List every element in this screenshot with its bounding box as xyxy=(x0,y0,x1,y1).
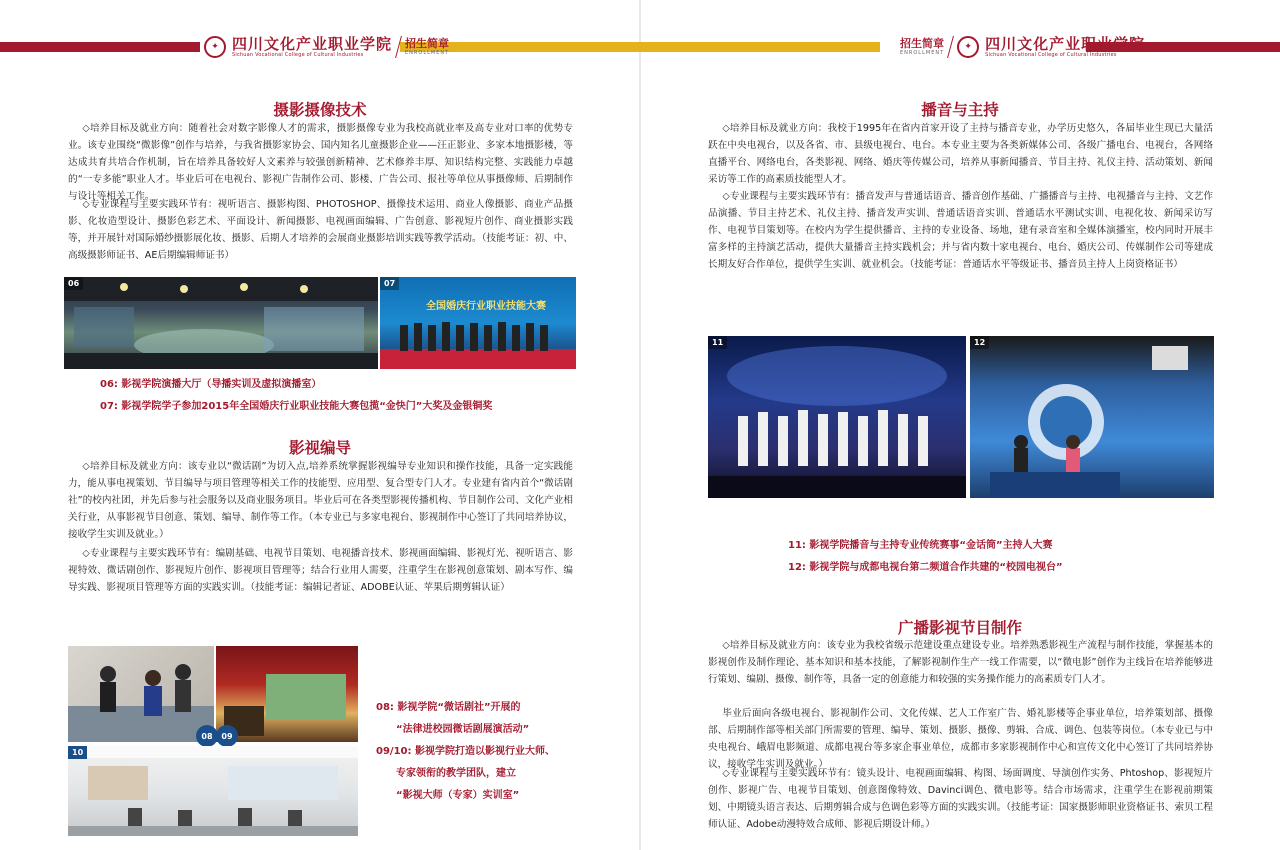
caption-08-line2: “法律进校园微话剧展演活动” xyxy=(396,724,530,735)
school-name-en: Sichuan Vocational College of Cultural Industries xyxy=(232,51,364,58)
award-banner-text: 全国婚庆行业职业技能大赛 xyxy=(426,301,546,312)
photo-number-08: 08 xyxy=(196,725,218,747)
tv-studio-illustration xyxy=(970,336,1214,498)
header-separator xyxy=(947,36,954,58)
section-title-production: 广播影视节目制作 xyxy=(897,619,1022,637)
right-page xyxy=(640,0,1280,850)
header-bar-gold xyxy=(640,42,880,52)
header-separator xyxy=(395,36,402,58)
production-careers-paragraph: 毕业后面向各级电视台、影视制作公司、文化传媒、艺人工作室广告、婚礼影楼等企事业单位，培养策划部、摄像部、后期制作部等相关部门所需要的管理、编导、策划、摄影、摄像、剪辑、合成、调色、包装等岗位。（本专业已与中央电视台、峨眉电影频道、成都电视台等多家企事业单位，成都市多家影视制作中心和宣传文化中心签订了共同培养协议，接收学生实训及就业。） xyxy=(708,708,1213,770)
award-crowd-illustration xyxy=(380,277,576,369)
photo-number: 12 xyxy=(970,336,989,349)
studio-illustration xyxy=(64,277,378,369)
photo-number: 11 xyxy=(708,336,727,349)
photo-microdrama-club xyxy=(68,646,214,742)
school-name: 四川文化产业职业学院 xyxy=(232,34,393,53)
brochure-label: 招生简章 xyxy=(900,37,944,50)
photo-campus-tv-station xyxy=(970,336,1214,498)
photo-number: 07 xyxy=(380,277,399,290)
caption-06: 06: 影视学院演播大厅（导播实训及虚拟演播室） xyxy=(100,379,322,390)
photography-goals-paragraph: ◇培养目标及就业方向：随着社会对数字影像人才的需求，摄影摄像专业为我校高就业率及高专业对口率的优势专业。该专业围绕“微影像”创作与培养，与我省摄影家协会、国内知名儿童摄影企业——汪正影业、多家本地摄影楼，等达成共育共培合作机制，旨在培养具备较好人文素养与较强创新精神、艺术修养丰厚、知识结构完整、实践能力卓越的“一专多能”职业人才。毕业后可在电视台、影视广告制作公司、影楼、广告公司、报社等单位从事摄像师、后期制作与设计等相关工作。 xyxy=(68,123,573,202)
header-logo xyxy=(900,36,1145,58)
photo-master-lab xyxy=(216,646,358,742)
caption-08-line1: 08: 影视学院“微话剧社”开展的 xyxy=(376,702,521,713)
school-name-en: Sichuan Vocational College of Cultural Industries xyxy=(985,51,1117,58)
directing-goals-paragraph: ◇培养目标及就业方向：该专业以“微话剧”为切入点,培养系统掌握影视编导专业知识和操作技能，具备一定实践能力，能从事电视策划、节目编导与项目管理等相关工作的技能型、应用型、复合型专门人才。专业建有省内首个“微话剧社”的校内社团，并先后参与社会服务以及商业服务项目。毕业后可在各类型影视传播机构、节目制作公司、文化产业相关行业，从事影视节目创意、策划、编导、制作等工作。（本专业已与多家电视台、影视制作中心签订了共同培养协议，接收学生实训及就业。） xyxy=(68,461,573,540)
header-bar-red xyxy=(0,42,200,52)
photo-studio-hall xyxy=(64,277,378,369)
lab-screen-illustration xyxy=(216,646,358,742)
photo-number: 06 xyxy=(64,277,83,290)
school-name-block xyxy=(232,34,393,58)
club-students-illustration xyxy=(68,646,214,742)
contest-stage-illustration xyxy=(708,336,966,498)
photo-award-ceremony xyxy=(380,277,576,369)
caption-0910-line2: 专家领衔的教学团队，建立 xyxy=(396,768,516,779)
production-goals-paragraph: ◇培养目标及就业方向：该专业为我校省级示范建设重点建设专业。培养熟悉影视生产流程与制作技能，掌握基本的影视创作及制作理论、基本知识和基本技能，了解影视制作生产一线工作需要，以“微电影”创作为主线旨在培养能够进行策划、编剧、摄像、制作等，具备一定的创意能力和较强的实务操作能力的高素质专门人才。 xyxy=(708,640,1213,685)
header-logo xyxy=(204,36,449,58)
caption-0910-line3: “影视大师（专家）实训室” xyxy=(396,790,520,801)
broadcasting-goals-paragraph: ◇培养目标及就业方向：我校于1995年在省内首家开设了主持与播音专业，办学历史悠久，各届毕业生现已大量活跃在中央电视台，以及各省、市、县级电视台、电台。本专业主要为各类新媒体公司、各级广播电台、电视台，各网络直播平台、网络电台，各类影视、网络、婚庆等传媒公司，培养从事新闻播音、节目主持、礼仪主持、活动策划、新闻采访等工作的高素质技能型人才。 xyxy=(708,123,1213,185)
school-name-block xyxy=(985,34,1146,58)
production-courses-paragraph: ◇专业课程与主要实践环节有：镜头设计、电视画面编辑、构图、场面调度、导演创作实务、Phtoshop、影视短片创作、影视广告、电视节目策划、创意图像特效、Davinci调色、微电影等。结合市场需求，注重学生在影视前期策划、中期镜头语言表达、后期剪辑合成与色调色彩等方面的实践实训。（技能考证：国家摄影师职业资格证书、索贝工程师认证、Adobe动漫特效合成师、影视后期设计师。） xyxy=(708,768,1213,830)
brochure-label: 招生简章 xyxy=(405,37,450,50)
school-name: 四川文化产业职业学院 xyxy=(985,34,1146,53)
broadcasting-courses-paragraph: ◇专业课程与主要实践环节有：播音发声与普通话语音、播音创作基础、广播播音与主持、电视播音与主持、文艺作品演播、节目主持艺术、礼仪主持、播音发声实训、普通话语音实训、普通话水平测试实训、电视化妆、新闻采访写作、电视节目策划等。在校内为学生提供播音、主持的专业设备、场地，建有录音室和全媒体演播室，校内同时开展丰富多样的主持演艺活动，提供大量播音主持实践机会；并与省内数十家电视台、电台、婚庆公司、传媒制作公司等建成长期友好合作单位，提供学生实训、就业机会。（技能考证：普通话水平等级证书、播音员主持人上岗资格证书） xyxy=(708,191,1213,270)
school-seal-icon: ✦ xyxy=(957,36,979,58)
training-room-illustration xyxy=(68,746,358,836)
section-title-broadcasting: 播音与主持 xyxy=(921,101,999,119)
photo-training-room xyxy=(68,746,358,836)
photography-courses-paragraph: ◇专业课程与主要实践环节有：视听语言、摄影构图、PHOTOSHOP、摄像技术运用、商业人像摄影、商业产品摄影、化妆造型设计、摄影色彩艺术、平面设计、新闻摄影、电视画面编辑、广告创意、影视短片创作、商业摄影实践等，并开展针对国际婚纱摄影展化妆、摄影、后期人才培养的会展商业摄影培训实践等教学活动。（技能考证：初、中、高级摄影师证书、AE后期编辑师证书） xyxy=(68,199,573,261)
brochure-label-en: ENROLLMENT xyxy=(405,50,450,56)
brochure-label-en: ENROLLMENT xyxy=(900,50,945,56)
directing-courses-paragraph: ◇专业课程与主要实践环节有：编剧基础、电视节目策划、电视播音技术、影视画面编辑、影视灯光、视听语言、影视特效、微话剧创作、影视短片创作、影视项目管理等；结合行业用人需要，注重学生在影视创意策划、剧本写作、编导实践、影视项目管理等方面的实践实训。（技能考证：编辑记者证、ADOBE认证、苹果后期剪辑认证） xyxy=(68,548,573,593)
photo-golden-mic-contest xyxy=(708,336,966,498)
photo-number-09: 09 xyxy=(216,725,238,747)
caption-0910-line1: 09/10: 影视学院打造以影视行业大师、 xyxy=(376,746,555,757)
school-seal-icon: ✦ xyxy=(204,36,226,58)
caption-07: 07: 影视学院学子参加2015年全国婚庆行业职业技能大赛包揽“金快门”大奖及金银铜奖 xyxy=(100,401,493,412)
photo-number: 10 xyxy=(68,746,87,759)
section-title-photography: 摄影摄像技术 xyxy=(273,101,367,119)
section-title-directing: 影视编导 xyxy=(288,439,351,457)
caption-12: 12: 影视学院与成都电视台第二频道合作共建的“校园电视台” xyxy=(788,562,1063,573)
caption-11: 11: 影视学院播音与主持专业传统赛事“金话筒”主持人大赛 xyxy=(788,540,1053,551)
brochure-label-block xyxy=(900,38,944,56)
brochure-label-block xyxy=(405,38,449,56)
